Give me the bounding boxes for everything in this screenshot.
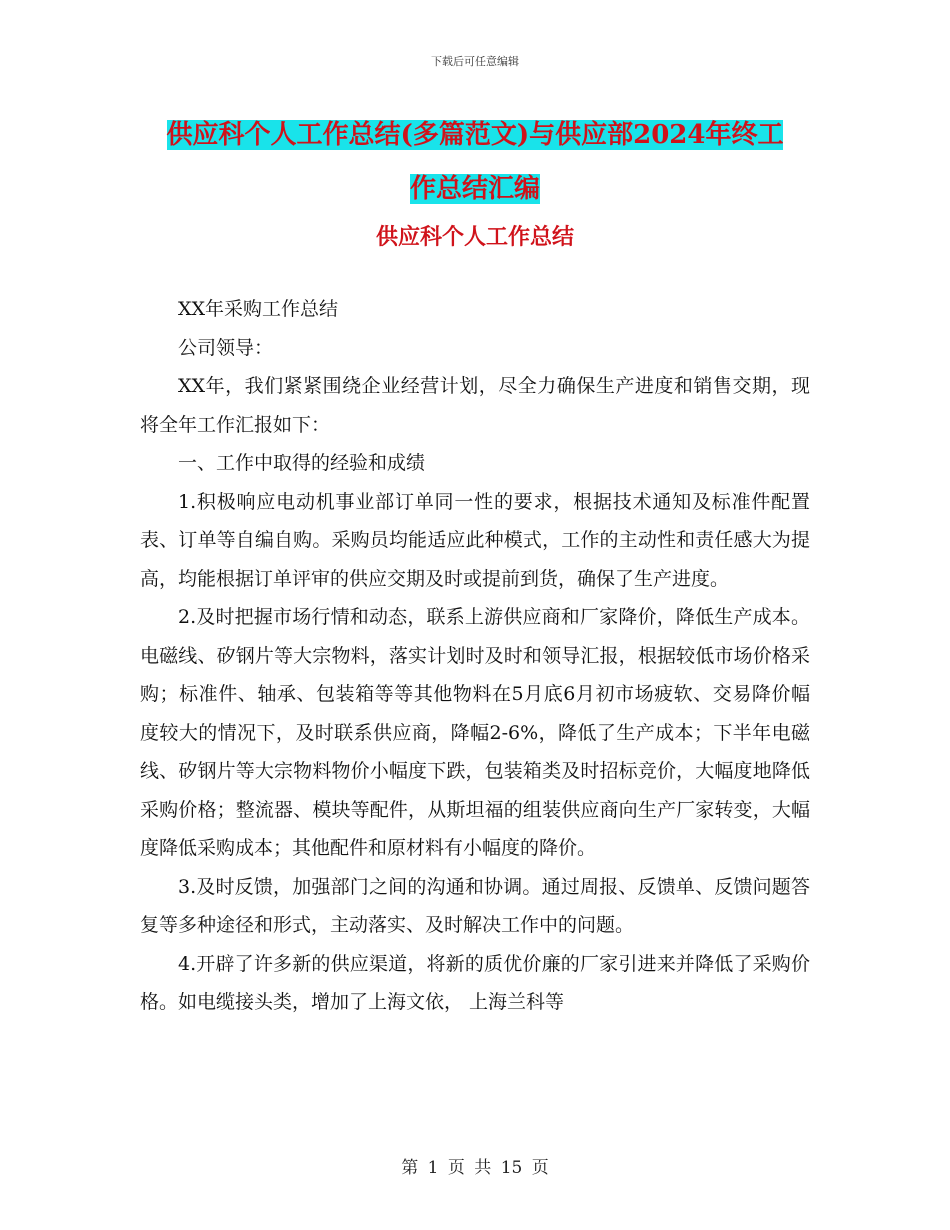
paragraph: XX年采购工作总结 <box>178 298 339 320</box>
paragraph: 公司领导： <box>178 336 274 359</box>
page-number-footer: 第 1 页 共 15 页 <box>401 1158 549 1178</box>
document-body <box>140 290 810 1022</box>
section-heading: 供应科个人工作总结 <box>375 224 574 250</box>
paragraph: 2.及时把握市场行情和动态，联系上游供应商和厂家降价，降低生产成本。电磁线、矽钢片等大宗物料，落实计划时及时和领导汇报，根据较低市场价格采购；标准件、轴承、包装箱等等其他物料在5月底6月初市场疲软、交易降价幅度较大的情况下，及时联系供应商，降幅2-6%，降低了生产成本；下半年电磁线、矽钢片等大宗物料物价小幅度下跌，包装箱类及时招标竞价，大幅度地降低采购价格；整流器、模块等配件，从斯坦福的组装供应商向生产厂家转变，大幅度降低采购成本；其他配件和原材料有小幅度的降价。 <box>140 606 810 859</box>
paragraph: 1.积极响应电动机事业部订单同一性的要求，根据技术通知及标准件配置表、订单等自编自购。采购员均能适应此种模式，工作的主动性和责任感大为提高，均能根据订单评审的供应交期及时或提前到货，确保了生产进度。 <box>140 490 810 590</box>
title-line-2: 作总结汇编 <box>409 174 540 204</box>
document-title <box>140 108 810 216</box>
paragraph: 一、工作中取得的经验和成绩 <box>178 452 426 474</box>
title-line-1: 供应科个人工作总结(多篇范文)与供应部2024年终工 <box>166 120 784 150</box>
page-header-note: 下载后可任意编辑 <box>431 55 519 68</box>
paragraph: 3.及时反馈，加强部门之间的沟通和协调。通过周报、反馈单、反馈问题答复等多种途径和形式，主动落实、及时解决工作中的问题。 <box>140 875 810 936</box>
paragraph: 4.开辟了许多新的供应渠道，将新的质优价廉的厂家引进来并降低了采购价格。如电缆接头类，增加了上海文依， 上海兰科等 <box>140 952 810 1013</box>
paragraph: XX年，我们紧紧围绕企业经营计划，尽全力确保生产进度和销售交期，现将全年工作汇报如下： <box>140 375 810 436</box>
